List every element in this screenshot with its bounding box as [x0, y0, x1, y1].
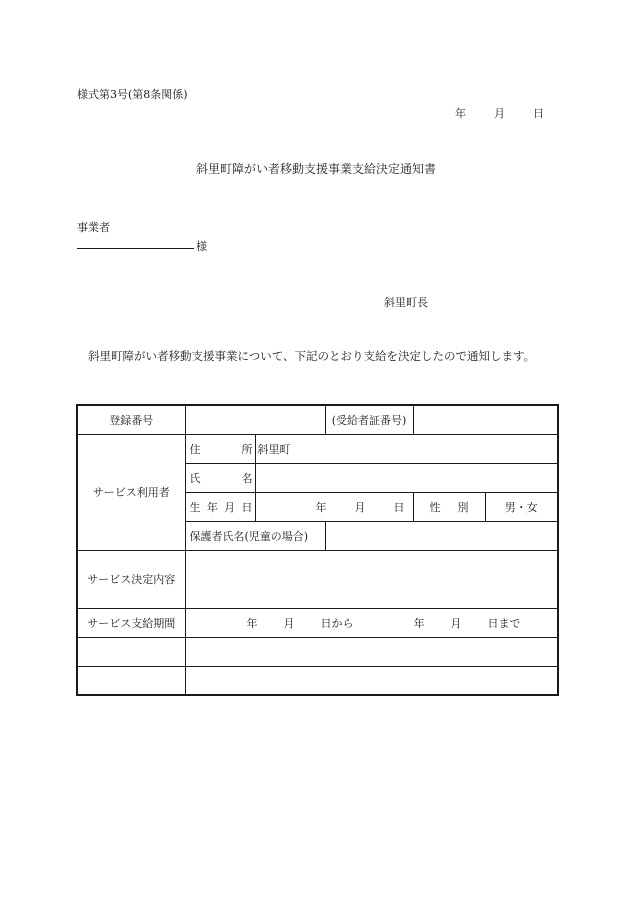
address-field[interactable]: 斜里町	[255, 434, 558, 463]
recipient-honorific: 様	[196, 240, 207, 253]
table-row	[77, 637, 558, 666]
recipient-name-line	[77, 248, 194, 249]
blank-label-cell	[77, 666, 185, 695]
table-row	[77, 550, 558, 608]
guardian-name-label: 保護者氏名(児童の場合)	[185, 521, 325, 550]
service-decision-label: サービス決定内容	[77, 550, 185, 608]
blank-label-cell	[77, 637, 185, 666]
period-to-month: 月	[450, 616, 462, 630]
period-to-day: 日まで	[487, 616, 521, 630]
period-from-month: 月	[283, 616, 295, 630]
blank-field[interactable]	[185, 637, 558, 666]
year-label: 年	[455, 107, 466, 120]
issuer-title: 斜里町長	[384, 296, 428, 309]
period-to-year: 年	[413, 616, 425, 630]
document-title: 斜里町障がい者移動支援事業支給決定通知書	[196, 162, 437, 176]
day-label: 日	[533, 107, 544, 120]
table-row	[77, 434, 558, 463]
period-from-day: 日から	[320, 616, 354, 630]
recipient-label: 事業者	[77, 221, 110, 234]
name-field[interactable]	[255, 463, 558, 492]
guardian-name-field[interactable]	[325, 521, 558, 550]
name-label: 氏 名	[185, 463, 255, 492]
decision-table	[76, 404, 559, 696]
blank-field[interactable]	[185, 666, 558, 695]
service-user-label: サービス利用者	[77, 434, 185, 550]
table-row	[77, 666, 558, 695]
body-text: 斜里町障がい者移動支援事業について、下記のとおり支給を決定したので通知します。	[88, 349, 536, 363]
service-period-label: サービス支給期間	[77, 608, 185, 637]
month-label: 月	[494, 107, 505, 120]
recipient-cert-number-field[interactable]	[413, 405, 558, 434]
birthdate-field[interactable]: 年 月 日	[255, 492, 413, 521]
birthdate-label: 生 年 月 日	[185, 492, 255, 521]
issue-date	[455, 105, 544, 121]
address-label: 住 所	[185, 434, 255, 463]
sex-field[interactable]: 男・女	[485, 492, 558, 521]
service-period-field[interactable]	[185, 608, 558, 637]
service-decision-field[interactable]	[185, 550, 558, 608]
sex-label: 性 別	[413, 492, 485, 521]
registration-number-label: 登録番号	[77, 405, 185, 434]
recipient-cert-number-label: (受給者証番号)	[325, 405, 413, 434]
table-row	[77, 608, 558, 637]
form-number: 様式第3号(第8条関係)	[77, 88, 188, 101]
registration-number-field[interactable]	[185, 405, 325, 434]
period-from-year: 年	[246, 616, 258, 630]
table-row	[77, 405, 558, 434]
